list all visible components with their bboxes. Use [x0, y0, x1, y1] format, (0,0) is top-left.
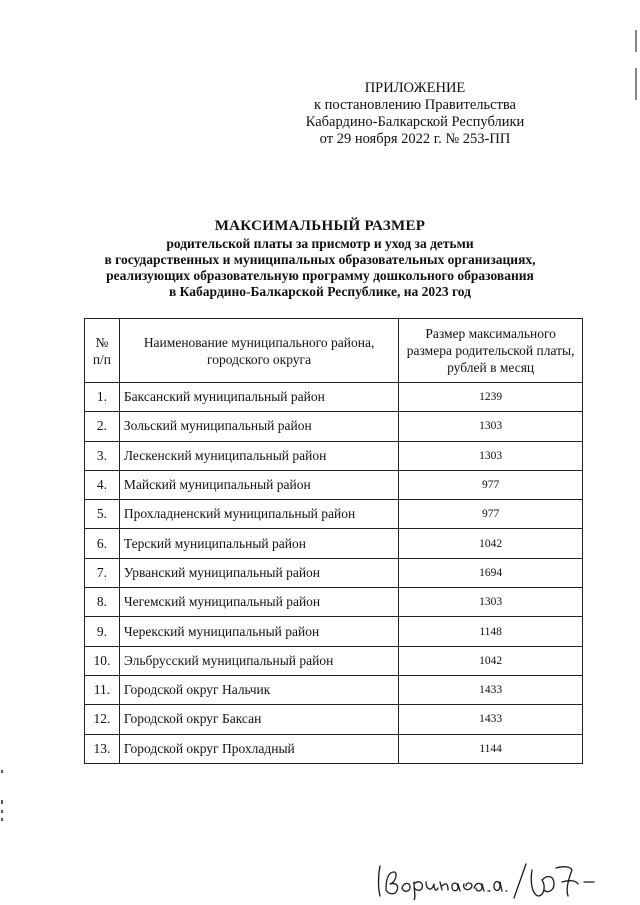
- fees-table: [84, 318, 583, 764]
- document-title: [40, 217, 600, 300]
- row-name: Чегемский муниципальный район: [119, 588, 398, 617]
- table-row: [85, 500, 583, 529]
- table-row: [85, 588, 583, 617]
- row-name: Прохладненский муниципальный район: [119, 500, 398, 529]
- table-row: [85, 441, 583, 470]
- header-name: Наименование муниципального района, городского округа: [119, 319, 398, 383]
- row-name: Баксанский муниципальный район: [119, 383, 398, 412]
- row-name: Городской округ Баксан: [119, 705, 398, 734]
- row-name: Урванский муниципальный район: [119, 558, 398, 587]
- row-num: 12.: [85, 705, 120, 734]
- table-row: [85, 383, 583, 412]
- row-fee: 1303: [399, 441, 583, 470]
- row-fee: 1694: [399, 558, 583, 587]
- table-row: [85, 529, 583, 558]
- row-fee: 1144: [399, 734, 583, 763]
- row-num: 9.: [85, 617, 120, 646]
- row-name: Городской округ Нальчик: [119, 675, 398, 704]
- title-line: реализующих образовательную программу дошкольного образования: [106, 268, 534, 283]
- row-fee: 1433: [399, 675, 583, 704]
- row-fee: 977: [399, 470, 583, 499]
- row-name: Терский муниципальный район: [119, 529, 398, 558]
- row-fee: 1042: [399, 646, 583, 675]
- appendix-line: к постановлению Правительства: [314, 97, 516, 113]
- table-row: [85, 734, 583, 763]
- scan-margin-dots: [0, 770, 6, 830]
- row-fee: 1239: [399, 383, 583, 412]
- table-row: [85, 675, 583, 704]
- row-fee: 977: [399, 500, 583, 529]
- row-name: Лескенский муниципальный район: [119, 441, 398, 470]
- row-name: Городской округ Прохладный: [119, 734, 398, 763]
- row-fee: 1042: [399, 529, 583, 558]
- row-num: 1.: [85, 383, 120, 412]
- row-num: 6.: [85, 529, 120, 558]
- row-fee: 1148: [399, 617, 583, 646]
- title-main: МАКСИМАЛЬНЫЙ РАЗМЕР: [214, 218, 426, 234]
- appendix-line: ПРИЛОЖЕНИЕ: [364, 80, 466, 96]
- scan-edge-marks: [634, 30, 638, 100]
- row-num: 5.: [85, 500, 120, 529]
- table-header-row: [85, 319, 583, 383]
- table-row: [85, 558, 583, 587]
- row-num: 8.: [85, 588, 120, 617]
- table-row: [85, 646, 583, 675]
- header-fee: Размер максимального размера родительской платы, рублей в месяц: [399, 319, 583, 383]
- row-fee: 1303: [399, 412, 583, 441]
- appendix-header: [300, 80, 530, 148]
- row-fee: 1303: [399, 588, 583, 617]
- table-row: [85, 470, 583, 499]
- row-name: Эльбрусский муниципальный район: [119, 646, 398, 675]
- row-name: Черекский муниципальный район: [119, 617, 398, 646]
- handwritten-signature: [372, 860, 612, 900]
- row-num: 11.: [85, 675, 120, 704]
- row-num: 13.: [85, 734, 120, 763]
- row-num: 2.: [85, 412, 120, 441]
- row-name: Зольский муниципальный район: [119, 412, 398, 441]
- appendix-line: Кабардино-Балкарской Республики: [305, 114, 525, 130]
- header-num: № п/п: [85, 319, 120, 383]
- row-fee: 1433: [399, 705, 583, 734]
- title-line: в государственных и муниципальных образовательных организациях,: [104, 252, 536, 267]
- table-row: [85, 705, 583, 734]
- row-num: 4.: [85, 470, 120, 499]
- row-num: 7.: [85, 558, 120, 587]
- row-num: 3.: [85, 441, 120, 470]
- table-row: [85, 617, 583, 646]
- row-num: 10.: [85, 646, 120, 675]
- appendix-line: от 29 ноября 2022 г. № 253-ПП: [319, 131, 511, 147]
- table-row: [85, 412, 583, 441]
- title-line: в Кабардино-Балкарской Республике, на 2023 год: [169, 284, 471, 299]
- row-name: Майский муниципальный район: [119, 470, 398, 499]
- title-line: родительской платы за присмотр и уход за детьми: [166, 236, 474, 251]
